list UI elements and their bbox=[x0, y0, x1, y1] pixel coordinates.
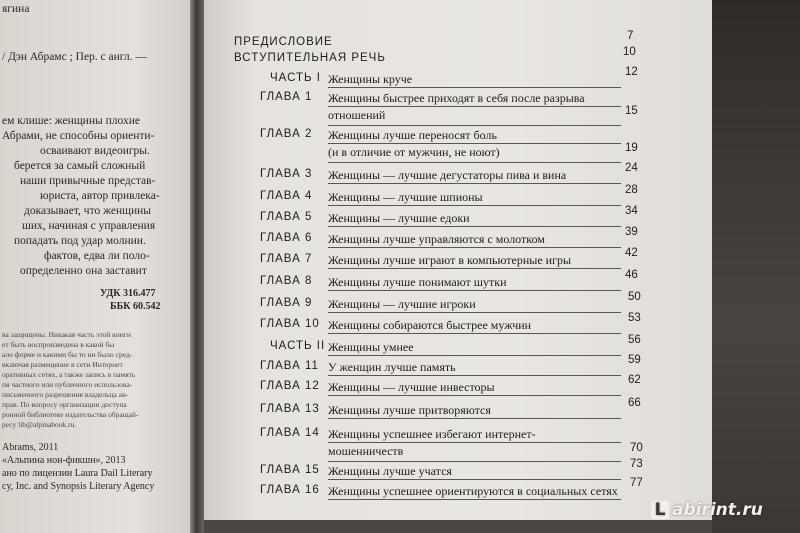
toc-rule bbox=[328, 268, 621, 269]
toc-page-number: 34 bbox=[625, 205, 638, 217]
toc-chapter-title: Женщины быстрее приходят в себя после разрыва bbox=[328, 91, 585, 105]
toc-chapter-label: ГЛАВА 9 bbox=[260, 297, 313, 309]
copyright-line: Abrams, 2011 bbox=[2, 442, 59, 453]
toc-chapter-label: ГЛАВА 15 bbox=[260, 464, 320, 476]
toc-rule bbox=[328, 162, 621, 163]
toc-page-number: 39 bbox=[625, 226, 638, 238]
toc-rule bbox=[328, 205, 621, 206]
toc-chapter-title-continued: отношений bbox=[328, 108, 386, 122]
rights-line: ресу lib@alpinabook.ru. bbox=[2, 420, 77, 429]
toc-chapter-label: ГЛАВА 10 bbox=[260, 318, 320, 330]
toc-page-number: 12 bbox=[625, 66, 638, 78]
copyright-line: «Альпина нон-фикшн», 2013 bbox=[2, 455, 126, 466]
toc-chapter-title: Женщины собираются быстрее мужчин bbox=[328, 318, 532, 332]
toc-chapter-label: ГЛАВА 12 bbox=[260, 380, 320, 392]
bbk-code: ББК 60.542 bbox=[110, 301, 161, 312]
toc-entry bbox=[204, 66, 712, 91]
toc-page-number: 53 bbox=[628, 312, 641, 324]
left-body-line: доказывает, что женщины bbox=[24, 205, 152, 217]
toc-rule bbox=[328, 461, 621, 462]
toc-chapter-title: Женщины лучше переносят боль bbox=[328, 128, 497, 142]
toc-chapter-title: Женщины — лучшие инвесторы bbox=[328, 380, 495, 394]
toc-page-number: 56 bbox=[628, 334, 641, 346]
toc-page-number: 15 bbox=[625, 105, 638, 117]
toc-page-number: 46 bbox=[625, 269, 638, 281]
toc-chapter-label: ГЛАВА 13 bbox=[260, 403, 320, 415]
toc-chapter-label: ГЛАВА 4 bbox=[260, 190, 313, 202]
rights-line: оративных сетях, а также запись в память bbox=[2, 370, 136, 379]
toc-page-number: 50 bbox=[628, 291, 641, 303]
toc-rule bbox=[328, 125, 621, 126]
rights-line: пя частного или публичного использова- bbox=[2, 380, 133, 389]
toc-rule bbox=[328, 247, 621, 248]
toc-chapter-title-continued: (и в отличие от мужчин, не ноют) bbox=[328, 145, 500, 159]
watermark-badge: L bbox=[651, 501, 669, 519]
toc-rule bbox=[328, 479, 621, 480]
toc-rule bbox=[328, 290, 621, 291]
toc-rule bbox=[328, 375, 621, 376]
toc-page-number: 42 bbox=[625, 247, 638, 259]
toc-page-number: 66 bbox=[628, 397, 641, 409]
toc-entry bbox=[204, 128, 712, 159]
toc-page-number: 77 bbox=[630, 477, 643, 489]
toc-chapter-title: Женщины успешнее избегают интернет- bbox=[328, 427, 536, 441]
toc-rule bbox=[328, 312, 621, 313]
toc-chapter-title: Женщины лучше понимают шутки bbox=[328, 275, 507, 289]
toc-entry bbox=[204, 91, 712, 122]
left-body-line: попадать под удар молнии. bbox=[14, 235, 146, 247]
rights-line: ва защищены. Никакая часть этой книги bbox=[2, 330, 131, 339]
copyright-line: ано по лицензии Laura Dail Literary bbox=[2, 468, 153, 479]
toc-rule bbox=[328, 183, 621, 184]
toc-rule bbox=[328, 226, 621, 227]
udk-code: УДК 316.477 bbox=[100, 288, 156, 299]
toc-rule bbox=[328, 418, 621, 419]
toc-page-number: 10 bbox=[623, 46, 636, 58]
toc-chapter-label: ГЛАВА 2 bbox=[260, 128, 313, 140]
toc-entry bbox=[204, 477, 712, 503]
toc-chapter-title: У женщин лучше память bbox=[328, 360, 456, 374]
toc-chapter-title: Женщины лучше учатся bbox=[328, 464, 452, 478]
toc-page-number: 28 bbox=[625, 184, 638, 196]
toc-chapter-label: ЧАСТЬ I bbox=[270, 72, 321, 84]
left-body-line: определенно она заставит bbox=[20, 265, 147, 277]
toc-rule bbox=[328, 333, 621, 334]
left-author-line: / Дэн Абрамс ; Пер. с англ. — bbox=[2, 51, 147, 63]
toc-page-number: 62 bbox=[628, 374, 641, 386]
toc-chapter-title: Женщины круче bbox=[328, 72, 413, 86]
toc-rule bbox=[328, 143, 621, 144]
toc-chapter-label: ГЛАВА 6 bbox=[260, 232, 313, 244]
toc-front-label: ВСТУПИТЕЛЬНАЯ РЕЧЬ bbox=[234, 52, 386, 64]
left-body-line: фактов, едва ли поло- bbox=[44, 250, 150, 262]
rights-line: ало форме и какими бы то ни было сред- bbox=[2, 350, 133, 359]
toc-page bbox=[204, 0, 712, 520]
toc-page-number: 19 bbox=[625, 142, 638, 154]
toc-rule bbox=[328, 395, 621, 396]
toc-chapter-label: ГЛАВА 11 bbox=[260, 360, 319, 372]
page-edge-shadow bbox=[204, 520, 712, 533]
rights-line: прав. По вопросу организации доступа bbox=[2, 400, 127, 409]
toc-rule bbox=[328, 87, 621, 88]
toc-chapter-title-continued: мошенничеств bbox=[328, 444, 404, 458]
toc-chapter-title: Женщины умнее bbox=[328, 340, 414, 354]
toc-rule bbox=[328, 499, 621, 500]
left-body-line: юриста, автор привлека- bbox=[40, 190, 160, 202]
toc-chapter-label: ГЛАВА 1 bbox=[260, 91, 313, 103]
watermark bbox=[651, 500, 763, 520]
toc-chapter-title: Женщины — лучшие игроки bbox=[328, 297, 476, 311]
toc-page-number: 73 bbox=[630, 458, 643, 470]
toc-chapter-title: Женщины — лучшие шпионы bbox=[328, 190, 483, 204]
left-body-line: Абрами, не способны ориенти- bbox=[2, 130, 155, 142]
rights-line: включая размещение в сети Интернет bbox=[2, 360, 123, 369]
toc-rule bbox=[328, 442, 621, 443]
toc-chapter-title: Женщины лучше притворяются bbox=[328, 403, 491, 417]
rights-line: ронной библиотеке издательства обращай- bbox=[2, 410, 139, 419]
toc-chapter-label: ГЛАВА 8 bbox=[260, 275, 313, 287]
background-surface bbox=[712, 0, 800, 533]
toc-chapter-label: ЧАСТЬ II bbox=[270, 340, 326, 352]
toc-front-label: ПРЕДИСЛОВИЕ bbox=[234, 36, 333, 48]
copyright-line: cy, Inc. and Synopsis Literary Agency bbox=[2, 481, 155, 492]
toc-chapter-title: Женщины успешнее ориентируются в социальных сетях bbox=[328, 484, 618, 498]
toc-page-number: 70 bbox=[630, 442, 643, 454]
toc-chapter-title: Женщины — лучшие дегустаторы пива и вина bbox=[328, 168, 567, 182]
toc-chapter-label: ГЛАВА 3 bbox=[260, 168, 313, 180]
toc-page-number: 59 bbox=[628, 354, 641, 366]
left-body-line: ем клише: женщины плохие bbox=[2, 115, 140, 127]
toc-chapter-label: ГЛАВА 5 bbox=[260, 211, 313, 223]
left-body-line: наши привычные представ- bbox=[20, 175, 156, 187]
toc-rule bbox=[328, 106, 621, 107]
left-body-line: берется за самый сложный bbox=[14, 160, 146, 172]
left-page bbox=[0, 0, 190, 533]
book-gutter bbox=[190, 0, 204, 533]
toc-chapter-title: Женщины — лучшие едоки bbox=[328, 211, 470, 225]
toc-chapter-label: ГЛАВА 14 bbox=[260, 427, 320, 439]
rights-line: ет быть воспроизведена в какой бы bbox=[2, 340, 115, 349]
toc-page-number: 7 bbox=[627, 30, 634, 42]
left-body-line: ших, начиная с управления bbox=[22, 220, 156, 232]
toc-rule bbox=[328, 355, 621, 356]
toc-chapter-title: Женщины лучше играют в компьютерные игры bbox=[328, 253, 572, 267]
rights-line: письменного разрешения владельца ав- bbox=[2, 390, 129, 399]
toc-chapter-label: ГЛАВА 7 bbox=[260, 253, 313, 265]
watermark-text: abirint.ru bbox=[672, 500, 763, 520]
toc-entry bbox=[204, 397, 712, 422]
left-running-head: ягина bbox=[2, 3, 30, 15]
left-body-line: осваивают видеоигры. bbox=[40, 145, 150, 157]
toc-page-number: 24 bbox=[625, 162, 638, 174]
toc-entry bbox=[204, 427, 712, 458]
toc-chapter-title: Женщины лучше управляются с молотком bbox=[328, 232, 545, 246]
toc-chapter-label: ГЛАВА 16 bbox=[260, 484, 320, 496]
